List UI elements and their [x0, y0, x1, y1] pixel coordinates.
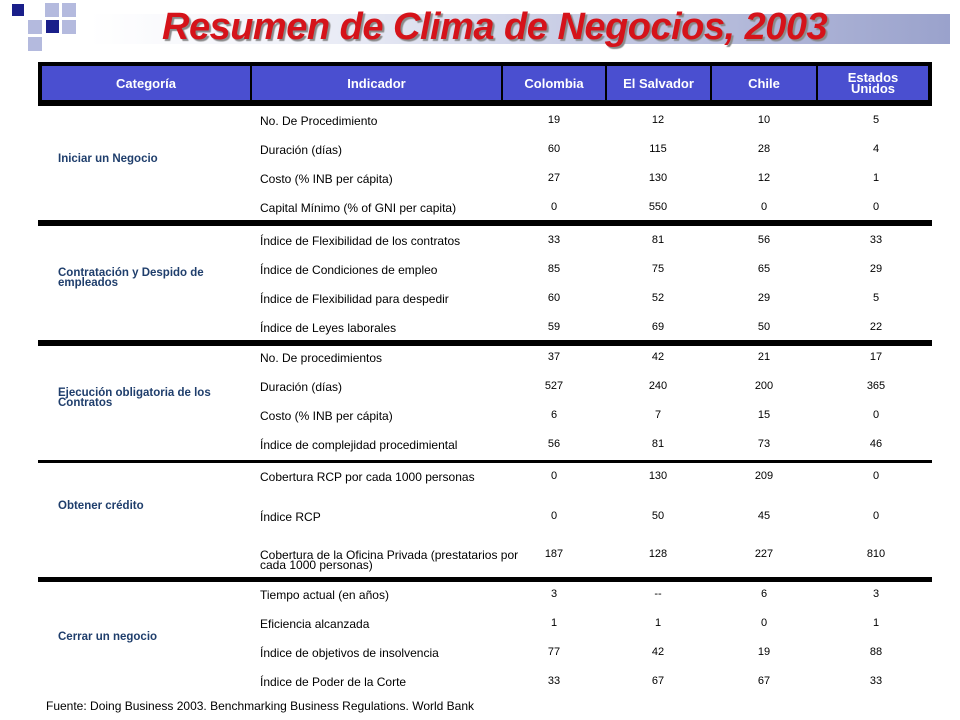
category-label: Cerrar un negocio — [58, 631, 158, 643]
indicator-label: Índice de Condiciones de empleo — [260, 263, 438, 277]
value-estados-unidos: 5 — [872, 292, 880, 304]
value-el-salvador: 240 — [648, 380, 668, 392]
header-indicador: Indicador — [252, 66, 501, 100]
value-chile: 0 — [760, 617, 768, 629]
value-chile: 209 — [754, 470, 774, 482]
value-el-salvador: 550 — [648, 201, 668, 213]
value-chile: 50 — [757, 321, 771, 333]
value-colombia: 27 — [547, 172, 561, 184]
value-colombia: 60 — [547, 292, 561, 304]
indicator-label: Duración (días) — [260, 380, 343, 394]
value-colombia: 19 — [547, 114, 561, 126]
value-colombia: 77 — [547, 646, 561, 658]
value-colombia: 3 — [550, 588, 558, 600]
value-el-salvador: 42 — [651, 646, 665, 658]
value-chile: 73 — [757, 438, 771, 450]
indicator-label: Índice de objetivos de insolvencia — [260, 646, 439, 660]
value-colombia: 56 — [547, 438, 561, 450]
value-estados-unidos: 3 — [872, 588, 880, 600]
value-el-salvador: 52 — [651, 292, 665, 304]
value-estados-unidos: 33 — [869, 234, 883, 246]
value-el-salvador: 1 — [654, 617, 662, 629]
value-el-salvador: 42 — [651, 351, 665, 363]
category-group — [38, 463, 932, 577]
value-chile: 21 — [757, 351, 771, 363]
indicator-label: Cobertura de la Oficina Privada (prestatarios por cada 1000 personas) — [260, 548, 519, 572]
value-estados-unidos: 88 — [869, 646, 883, 658]
indicator-label: No. De procedimientos — [260, 351, 383, 365]
value-estados-unidos: 33 — [869, 675, 883, 687]
category-group — [38, 582, 932, 700]
category-group — [38, 226, 932, 340]
indicator-label: Índice de Flexibilidad de los contratos — [260, 234, 461, 248]
value-chile: 45 — [757, 510, 771, 522]
table-header-row — [38, 62, 932, 102]
value-el-salvador: 130 — [648, 470, 668, 482]
value-estados-unidos: 365 — [866, 380, 886, 392]
value-colombia: 1 — [550, 617, 558, 629]
value-chile: 227 — [754, 548, 774, 560]
value-colombia: 59 — [547, 321, 561, 333]
value-el-salvador: 7 — [654, 409, 662, 421]
value-colombia: 6 — [550, 409, 558, 421]
indicator-label: Índice de Poder de la Corte — [260, 675, 407, 689]
value-colombia: 60 — [547, 143, 561, 155]
value-estados-unidos: 0 — [872, 409, 880, 421]
value-colombia: 527 — [544, 380, 564, 392]
category-label: Iniciar un Negocio — [58, 153, 158, 165]
value-el-salvador: 81 — [651, 234, 665, 246]
header-el-salvador: El Salvador — [607, 66, 710, 100]
category-group — [38, 106, 932, 220]
value-el-salvador: 50 — [651, 510, 665, 522]
category-label: Contratación y Despido de empleados — [58, 267, 204, 289]
value-chile: 29 — [757, 292, 771, 304]
value-el-salvador: 69 — [651, 321, 665, 333]
value-chile: 15 — [757, 409, 771, 421]
value-estados-unidos: 46 — [869, 438, 883, 450]
value-colombia: 85 — [547, 263, 561, 275]
page-title: Resumen de Clima de Negocios, 2003 — [162, 6, 828, 48]
indicator-label: Duración (días) — [260, 143, 343, 157]
value-colombia: 0 — [550, 510, 558, 522]
value-colombia: 0 — [550, 470, 558, 482]
indicator-label: Tiempo actual (en años) — [260, 588, 389, 602]
indicator-label: Costo (% INB per cápita) — [260, 172, 393, 186]
value-el-salvador: 12 — [651, 114, 665, 126]
indicator-label: Eficiencia alcanzada — [260, 617, 370, 631]
value-estados-unidos: 22 — [869, 321, 883, 333]
value-chile: 56 — [757, 234, 771, 246]
header-colombia: Colombia — [503, 66, 605, 100]
value-estados-unidos: 1 — [872, 617, 880, 629]
value-estados-unidos: 17 — [869, 351, 883, 363]
value-el-salvador: 128 — [648, 548, 668, 560]
value-chile: 19 — [757, 646, 771, 658]
value-estados-unidos: 1 — [872, 172, 880, 184]
indicator-label: Costo (% INB per cápita) — [260, 409, 393, 423]
header-chile: Chile — [712, 66, 816, 100]
value-el-salvador: 115 — [649, 143, 667, 155]
value-el-salvador: 130 — [648, 172, 668, 184]
value-chile: 12 — [757, 172, 771, 184]
category-label: Obtener crédito — [58, 500, 144, 512]
value-colombia: 187 — [544, 548, 564, 560]
value-chile: 28 — [757, 143, 771, 155]
value-estados-unidos: 4 — [872, 143, 880, 155]
value-chile: 6 — [760, 588, 768, 600]
value-el-salvador: 81 — [651, 438, 665, 450]
value-estados-unidos: 29 — [869, 263, 883, 275]
value-chile: 10 — [757, 114, 771, 126]
value-colombia: 33 — [547, 675, 561, 687]
indicator-label: Índice de Leyes laborales — [260, 321, 397, 335]
value-estados-unidos: 0 — [872, 510, 880, 522]
decorative-square — [62, 3, 76, 17]
value-estados-unidos: 5 — [872, 114, 880, 126]
value-chile: 65 — [757, 263, 771, 275]
value-el-salvador: 75 — [651, 263, 665, 275]
indicator-label: No. De Procedimiento — [260, 114, 378, 128]
business-climate-table — [38, 62, 932, 700]
decorative-square — [46, 20, 59, 33]
source-note: Fuente: Doing Business 2003. Benchmarking Business Regulations. World Bank — [46, 699, 475, 713]
value-estados-unidos: 810 — [866, 548, 886, 560]
indicator-label: Índice de Flexibilidad para despedir — [260, 292, 449, 306]
decorative-square — [28, 37, 42, 51]
decorative-square — [45, 3, 59, 17]
indicator-label: Índice RCP — [260, 510, 321, 524]
header-estados-unidos: Estados Unidos — [818, 66, 928, 100]
value-colombia: 37 — [547, 351, 561, 363]
indicator-label: Índice de complejidad procedimiental — [260, 438, 458, 452]
category-group — [38, 346, 932, 460]
value-chile: 200 — [754, 380, 774, 392]
value-estados-unidos: 0 — [872, 201, 880, 213]
value-colombia: 0 — [550, 201, 558, 213]
header-categoria: Categoría — [42, 66, 250, 100]
indicator-label: Cobertura RCP por cada 1000 personas — [260, 470, 475, 484]
value-chile: 67 — [757, 675, 771, 687]
value-estados-unidos: 0 — [872, 470, 880, 482]
decorative-square — [28, 20, 42, 34]
indicator-label: Capital Mínimo (% of GNI per capita) — [260, 201, 457, 215]
value-el-salvador: -- — [654, 588, 662, 600]
decorative-square — [62, 20, 76, 34]
decorative-square — [12, 4, 24, 16]
value-chile: 0 — [760, 201, 768, 213]
category-label: Ejecución obligatoria de los Contratos — [58, 387, 211, 409]
value-colombia: 33 — [547, 234, 561, 246]
value-el-salvador: 67 — [651, 675, 665, 687]
